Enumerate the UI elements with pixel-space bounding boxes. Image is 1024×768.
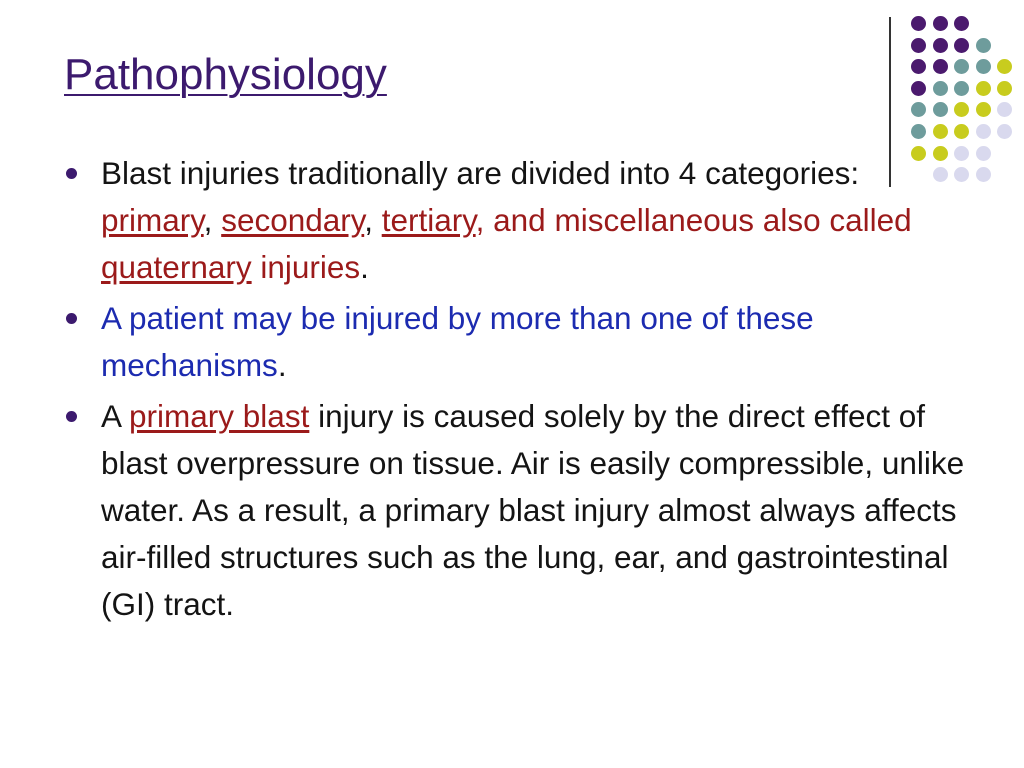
decorative-dot bbox=[954, 59, 969, 74]
decorative-dot bbox=[976, 124, 991, 139]
decorative-dot bbox=[976, 81, 991, 96]
decorative-dot bbox=[911, 16, 926, 31]
decorative-dot bbox=[976, 38, 991, 53]
bullet-dot-icon bbox=[66, 168, 77, 179]
decorative-dot bbox=[997, 124, 1012, 139]
decorative-dot bbox=[933, 16, 948, 31]
bullet-text: , bbox=[364, 202, 382, 238]
decorative-dot bbox=[954, 16, 969, 31]
bullet-text: , bbox=[203, 202, 222, 238]
bullet-item bbox=[66, 295, 966, 389]
bullet-text: . bbox=[277, 347, 287, 383]
bullet-text: injuries bbox=[251, 249, 361, 285]
bullet-text: A bbox=[101, 398, 130, 434]
decorative-dot bbox=[997, 81, 1012, 96]
decorative-dot bbox=[954, 102, 969, 117]
decorative-dot bbox=[933, 38, 948, 53]
decorative-dot bbox=[954, 38, 969, 53]
decorative-dot bbox=[933, 102, 948, 117]
term-link[interactable]: primary blast bbox=[129, 398, 310, 434]
decorative-dot bbox=[954, 124, 969, 139]
slide-title: Pathophysiology bbox=[64, 50, 387, 99]
decorative-dot bbox=[911, 124, 926, 139]
bullet-text: . bbox=[360, 249, 369, 285]
bullet-text: A patient may be injured by more than one of these mechanisms bbox=[101, 300, 814, 383]
bullet-text: , and miscellaneous also called bbox=[475, 202, 912, 238]
bullet-list bbox=[66, 150, 966, 632]
bullet-text: Blast injuries traditionally are divided into 4 categories: bbox=[101, 155, 860, 191]
bullet-item bbox=[66, 393, 966, 628]
term-link[interactable]: tertiary bbox=[381, 202, 476, 238]
bullet-text: injury is caused solely by the direct effect of blast overpressure on tissue. Air is easily compressible, unlike water. As a result, a primary blast injury almost always affects air-filled structures such as the lung, ear, and gastrointestinal (GI) tract. bbox=[101, 398, 965, 622]
decorative-dot bbox=[954, 81, 969, 96]
decorative-dot bbox=[976, 102, 991, 117]
term-link[interactable]: secondary bbox=[221, 202, 365, 238]
decorative-dot bbox=[911, 59, 926, 74]
bullet-dot-icon bbox=[66, 313, 77, 324]
decorative-dot bbox=[911, 38, 926, 53]
decorative-dot bbox=[933, 59, 948, 74]
decorative-dot bbox=[976, 59, 991, 74]
decorative-dot bbox=[911, 102, 926, 117]
decorative-dot bbox=[933, 81, 948, 96]
decorative-dot bbox=[997, 102, 1012, 117]
term-link[interactable]: primary bbox=[101, 202, 204, 238]
bullet-dot-icon bbox=[66, 411, 77, 422]
decorative-dot bbox=[933, 124, 948, 139]
decorative-dot bbox=[997, 59, 1012, 74]
term-link[interactable]: quaternary bbox=[101, 249, 252, 285]
bullet-item bbox=[66, 150, 966, 291]
decorative-dot bbox=[976, 167, 991, 182]
decorative-dot bbox=[976, 146, 991, 161]
decorative-dot bbox=[911, 81, 926, 96]
